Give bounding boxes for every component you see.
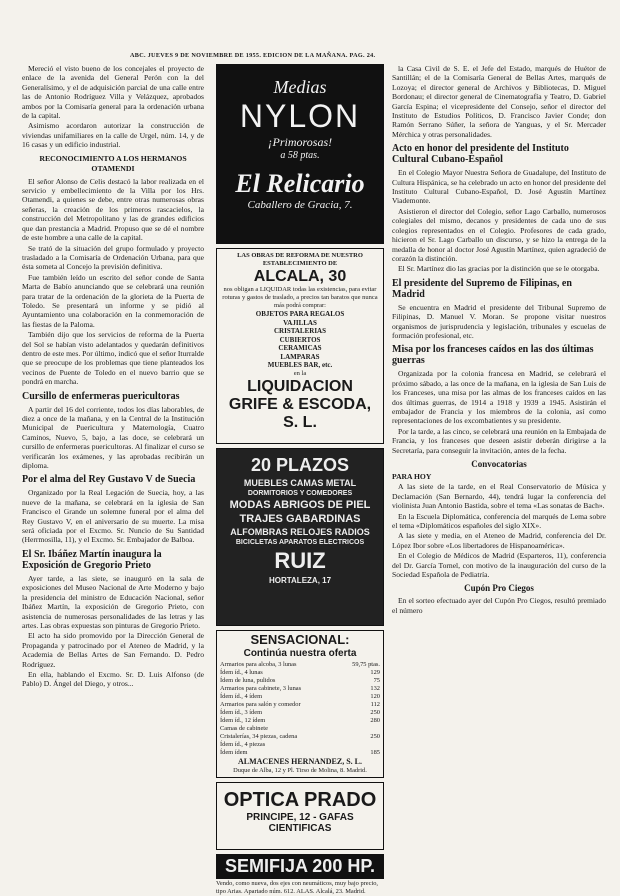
- right-column: [392, 64, 606, 616]
- price-value: 250: [370, 733, 380, 740]
- price-row: [220, 685, 380, 693]
- ad-ruiz-plazos: [216, 448, 384, 626]
- article-paragraph: En ella, hablando el Excmo. Sr. D. Luis Alfonso (de Pablo) D. Ángel del Diego, y otros...: [22, 669, 204, 689]
- article-paragraph: También dijo que los servicios de reforma de la Puerta del Sol se habían visto adelantados y quedarán definitivos dentro de este mes. Por último, indicó que el señor Iturralde que se preocupe de los problemas que tiene planteados los vecinos de Puente de Toledo en el nuevo barrio que se pondrá en marcha.: [22, 330, 204, 387]
- article-paragraph: A las siete y media, en el Ateneo de Madrid, conferencia del Dr. López Ibor sobre «Los libertadores de Hispanoamérica».: [392, 531, 606, 550]
- price-row: [220, 693, 380, 701]
- price-item: Armarios para alcoba, 3 lunas: [220, 661, 297, 668]
- ad-text: ALMACENES HERNANDEZ, S. L.: [237, 757, 363, 766]
- article-paragraph: En la Escuela Diplomática, conferencia del marqués de Lema sobre el tema «Diplomáticos españoles del siglo XIX».: [392, 511, 606, 531]
- price-value: 59,75 ptas.: [352, 661, 380, 668]
- ad-text: LIQUIDACION: [247, 377, 353, 395]
- price-item: Armarios para cabinete, 3 lunas: [220, 685, 302, 692]
- article-paragraph: Se trató de la situación del grupo formulado y proyecto trasladado a la Comisaría de Ordenación Urbana, para que ésta someta al Concejo la previsión definitiva.: [22, 243, 204, 272]
- ad-text: OPTICA PRADO: [223, 789, 377, 811]
- ad-text: nos obligan a LIQUIDAR todas las existencias, para evitar roturas y gastos de traslado, a precios tan baratos que nunca más podrá comprar:: [222, 286, 378, 309]
- price-row: [220, 749, 380, 757]
- price-value: 75: [373, 677, 380, 684]
- article-paragraph: la Casa Civil de S. E. el Jefe del Estado, marqués de Huétor de Santillán; el de la Comisaría General de Bellas Artes, marqués de Lozoya; el director general de Archivos y Bibliotecas, D. Miguel Bordonau; el director general de Cinematografía y Teatro, D. Gabriel García Espina; el vicepresidente del Consejo, señor el director del Instituto de Estudios Políticos, D. Francisco Javier Conde; don Ramón Serrano Súñer, la señora de Yanguas, y el Sr. Mercader Mérchica y otras personalidades.: [392, 64, 606, 139]
- ad-optica-prado: [216, 782, 384, 850]
- article-paragraph: Asimismo acordaron autorizar la construcción de viviendas unifamiliares en la calle de Urgel, núm. 14, y de 16 casas y un edificio industrial.: [22, 121, 204, 150]
- ad-semifija: [216, 854, 384, 879]
- price-item: Ídem íd., 4 ídem: [220, 693, 263, 700]
- price-item: Cristalerías, 34 piezas, cadena: [220, 733, 298, 740]
- article-paragraph: Organizada por la colonia francesa en Madrid, se celebrará el próximo sábado, a las once de la mañana, en la iglesia de San Luis de los Franceses, una misa por las almas de los franceses caídos en las dos últimas guerras, de 1914 a 1918 y 1939 a 1945. Asistirán el embajador de Francia y los miembros de la colonia, así como representaciones de los excombatientes y su presidente.: [392, 369, 606, 426]
- price-item: Ídem íd., 3 ídem: [220, 709, 263, 716]
- price-value: 185: [370, 749, 380, 756]
- ad-text: Continúa nuestra oferta: [243, 648, 357, 659]
- article-paragraph: Por la tarde, a las cinco, se celebrará una reunión en la Embajada de Francia, y los franceses que deseen asistir deberán dirigirse a la Secretaría, para conseguir la invitación, antes de la fecha.: [392, 426, 606, 455]
- ad-text: SENSACIONAL:: [250, 632, 350, 647]
- ad-text: CERAMICAS: [278, 344, 322, 352]
- price-table: [220, 661, 380, 757]
- ad-text: LAMPARAS: [280, 352, 320, 361]
- ad-text: HORTALEZA, 17: [268, 576, 332, 585]
- ad-nylon-relicario: [216, 64, 384, 244]
- price-item: Ídem íd., 4 lunas: [220, 669, 263, 676]
- price-value: 129: [370, 669, 380, 676]
- headline-cubano: Acto en honor del presidente del Instituto Cultural Cubano-Español: [392, 143, 569, 166]
- article-paragraph: A partir del 16 del corriente, todos los días laborables, de diez a once de la mañana, y en la Central de la Institución Municipal de Puericultura y Maternología, Cuatro Caminos, Nuevo, 5, bajo, a las doce, se celebrará un cursillo de enfermeras puericultoras. Al finalizar el curso se verificarán los exámenes, y las aprobadas recibirán un diploma.: [22, 404, 204, 471]
- ad-text: Duque de Alba, 12 y Pl. Tirso de Molina, 8. Madrid.: [233, 767, 367, 774]
- article-paragraph: Organizado por la Real Legación de Suecia, hoy, a las nueve de la mañana, se celebrará en la iglesia de San Francisco el Grande un solemne funeral por el alma del Rey Gustavo V, en el aniversario de su muerte. La misa será oficiada por el Excmo. Sr. Nuncio de Su Santidad (Herrmosilla, 11), y el Excmo. Sr. Embajador de Balboa.: [22, 488, 204, 545]
- ad-text: MUEBLES CAMAS METAL: [243, 478, 357, 488]
- ad-grife-escoda: [216, 248, 384, 444]
- ad-text: 20 PLAZOS: [250, 455, 350, 475]
- headline-otamendi: RECONOCIMIENTO A LOS HERMANOS OTAMENDI: [39, 153, 187, 173]
- headline-misa: Misa por los franceses caídos en las dos últimas guerras: [392, 344, 594, 367]
- price-value: 112: [370, 701, 380, 708]
- headline-gustavo: Por el alma del Rey Gustavo V de Suecia: [22, 474, 196, 486]
- ad-text: Vendo, como nueva, dos ejes con neumáticos, muy bajo precio, tipo Arias. Apartado núm. 612. ALAS. Alcalá, 23. Madrid.: [216, 880, 379, 895]
- ad-text: CRISTALERIAS: [274, 327, 326, 335]
- price-row: [220, 725, 380, 733]
- article-paragraph: El acto ha sido promovido por la Dirección General de Propaganda y patrocinado por el Ateneo de Madrid, y la Academia de Bellas Artes de San Fernando. D. Pedro Rodríguez.: [22, 631, 204, 669]
- ad-text: CUBIERTOS: [279, 335, 321, 344]
- ad-text: GRIFE & ESCODA, S. L.: [228, 395, 372, 431]
- price-item: Ídem ídem: [220, 749, 248, 756]
- article-paragraph: En el Colegio Mayor Nuestra Señora de Guadalupe, del Instituto de Cultura Hispánica, se ha celebrado un acto en honor del presidente del Instituto Cultural Cubano-Español, D. José Agustín Martínez Viademonte.: [392, 168, 606, 206]
- ad-text: ALCALA, 30: [253, 268, 347, 285]
- price-item: Ídem íd., 4 piezas: [220, 741, 266, 748]
- price-row: [220, 741, 380, 749]
- headline-cupon: Cupón Pro Ciegos: [464, 583, 534, 594]
- article-paragraph: En el sorteo efectuado ayer del Cupón Pro Ciegos, resultó premiado el número: [392, 596, 606, 615]
- article-paragraph: El Sr. Martínez dio las gracias por la distinción que se le otorgaba.: [398, 264, 600, 274]
- ad-text: PRINCIPE, 12 - GAFAS CIENTIFICAS: [246, 812, 354, 834]
- ad-text: Medias: [273, 77, 327, 97]
- price-item: Armarios para salón y comedor: [220, 701, 301, 708]
- ad-text: en la: [293, 369, 307, 377]
- article-paragraph: En el Colegio de Médicos de Madrid (Esparteros, 11), conferencia del Dr. García Tornel, con motivo de la inauguración del curso de la Sociedad Española de Pediatría.: [392, 551, 606, 580]
- ad-text: DORMITORIOS Y COMEDORES: [247, 490, 353, 497]
- price-value: 120: [370, 693, 380, 700]
- article-paragraph: Fue también leído un escrito del señor conde de Santa Marta de Babío anunciando que se celebrará una reunión para tratar de la ordenación de la glorieta de la Puerta de Toledo. Se presentará un informe y se pidió al Ayuntamiento una colaboración en la conmemoración de las fiestas de la Paloma.: [22, 272, 204, 329]
- ad-text: TRAJES GABARDINAS: [239, 513, 361, 525]
- ad-text: LAS OBRAS DE REFORMA DE NUESTRO ESTABLECIMIENTO DE: [237, 252, 363, 267]
- page-header: ABC. JUEVES 9 DE NOVIEMBRE DE 1955. EDICION DE LA MAÑANA. PAG. 24.: [130, 52, 376, 59]
- article-paragraph: Ayer tarde, a las siete, se inauguró en la sala de exposiciones del Museo Nacional de Arte Moderno y bajo la presidencia del ministro de Educación Nacional, señor Ibáñez Martín, la exposición de Gregorio Prieto, con asistencia de numerosas personalidades de las letras y las artes. Las obras expuestas son pinturas de Gregorio Prieto.: [22, 573, 204, 630]
- ad-text: MUEBLES BAR, etc.: [267, 361, 333, 369]
- price-row: [220, 661, 380, 669]
- ad-text: Caballero de Gracia, 7.: [247, 199, 353, 211]
- ad-text: El Relicario: [235, 169, 365, 198]
- left-column: [22, 64, 204, 690]
- headline-filipinas: El presidente del Supremo de Filipinas, en Madrid: [392, 277, 572, 300]
- article-paragraph: Asistieron el director del Colegio, señor Lago Carballo, numerosos colegiales del mismo, decanos y presidentes de cada uno de sus colegios representados en el Colegio. Profesores de cada grado, hicieron el Sr. Lago Carballo un discurso, y se hizo la entrega de la medalla de honor al doctor José Agustín Martínez, quien agradeció de corazón la distinción.: [392, 206, 606, 263]
- article-paragraph: Mereció el visto bueno de los concejales el proyecto de enlace de la avenida del General Perón con la del Generalísimo, y el de adquisición parcial de una calle entre las de Antonio Rodríguez Villa y Velázquez, aprobados ambos por la Comisaría general para la ordenación urbana de la capital.: [22, 64, 204, 121]
- ad-text: ALFOMBRAS RELOJES RADIOS: [230, 527, 370, 537]
- headline-convocatorias: Convocatorias: [471, 459, 527, 469]
- headline-cursillo: Cursillo de enfermeras puericultoras: [22, 390, 180, 402]
- price-item: Ídem de luna, pulidos: [220, 677, 276, 684]
- ad-text: a 58 ptas.: [280, 150, 320, 161]
- price-value: 280: [370, 717, 380, 724]
- price-item: Ídem íd., 12 ídem: [220, 717, 266, 724]
- price-value: [339, 725, 380, 733]
- price-value: 132: [370, 685, 380, 692]
- price-row: [220, 709, 380, 717]
- price-row: [220, 669, 380, 677]
- ad-hernandez: [216, 630, 384, 778]
- section-label: PARA HOY: [392, 472, 432, 481]
- headline-ibanez: El Sr. Ibáñez Martín inaugura la Exposición de Gregorio Prieto: [22, 548, 162, 571]
- price-row: [220, 677, 380, 685]
- ad-text: RUIZ: [274, 548, 326, 573]
- ad-text: ¡Primorosas!: [267, 135, 333, 149]
- ad-text: NYLON: [239, 98, 361, 134]
- article-paragraph: A las siete de la tarde, en el Real Conservatorio de Música y Declamación (San Bernardo, 44), tendrá lugar la conferencia del violinista Juan Antonio Bastida, sobre el tema «Las sonatas de Bach».: [392, 482, 606, 511]
- price-row: [220, 701, 380, 709]
- ads-column: [216, 64, 384, 896]
- price-value: [339, 741, 380, 749]
- ad-text: SEMIFIJA 200 HP.: [224, 856, 376, 876]
- price-row: [220, 733, 380, 741]
- article-paragraph: El señor Alonso de Celis destacó la labor realizada en el servicio y embellecimiento de la Villa por los Hrs. Otamendi, a quienes se debe, entre otras numerosas obras señeras, la creación de los primeros rascacielos, la construcción del Metropolitano y las de grandes edificios que dan prestancia a Madrid. Propuso que se dé el nombre de este hombre a una calle de la capital.: [22, 176, 204, 243]
- price-value: 250: [370, 709, 380, 716]
- ad-text: BICICLETAS APARATOS ELECTRICOS: [235, 539, 365, 546]
- price-row: [220, 717, 380, 725]
- ad-text: OBJETOS PARA REGALOS: [255, 310, 345, 318]
- ad-text: MODAS ABRIGOS DE PIEL: [229, 499, 371, 511]
- ad-text: VAJILLAS: [283, 318, 317, 327]
- article-paragraph: Se encuentra en Madrid el presidente del Tribunal Supremo de Filipinas, D. Manuel V. Moran. Se propone visitar nuestros organismos de jurisprudencia y legislación, tribunales y escuelas de formación profesional, etc.: [392, 302, 606, 340]
- price-item: Camas de cabinete: [220, 725, 268, 732]
